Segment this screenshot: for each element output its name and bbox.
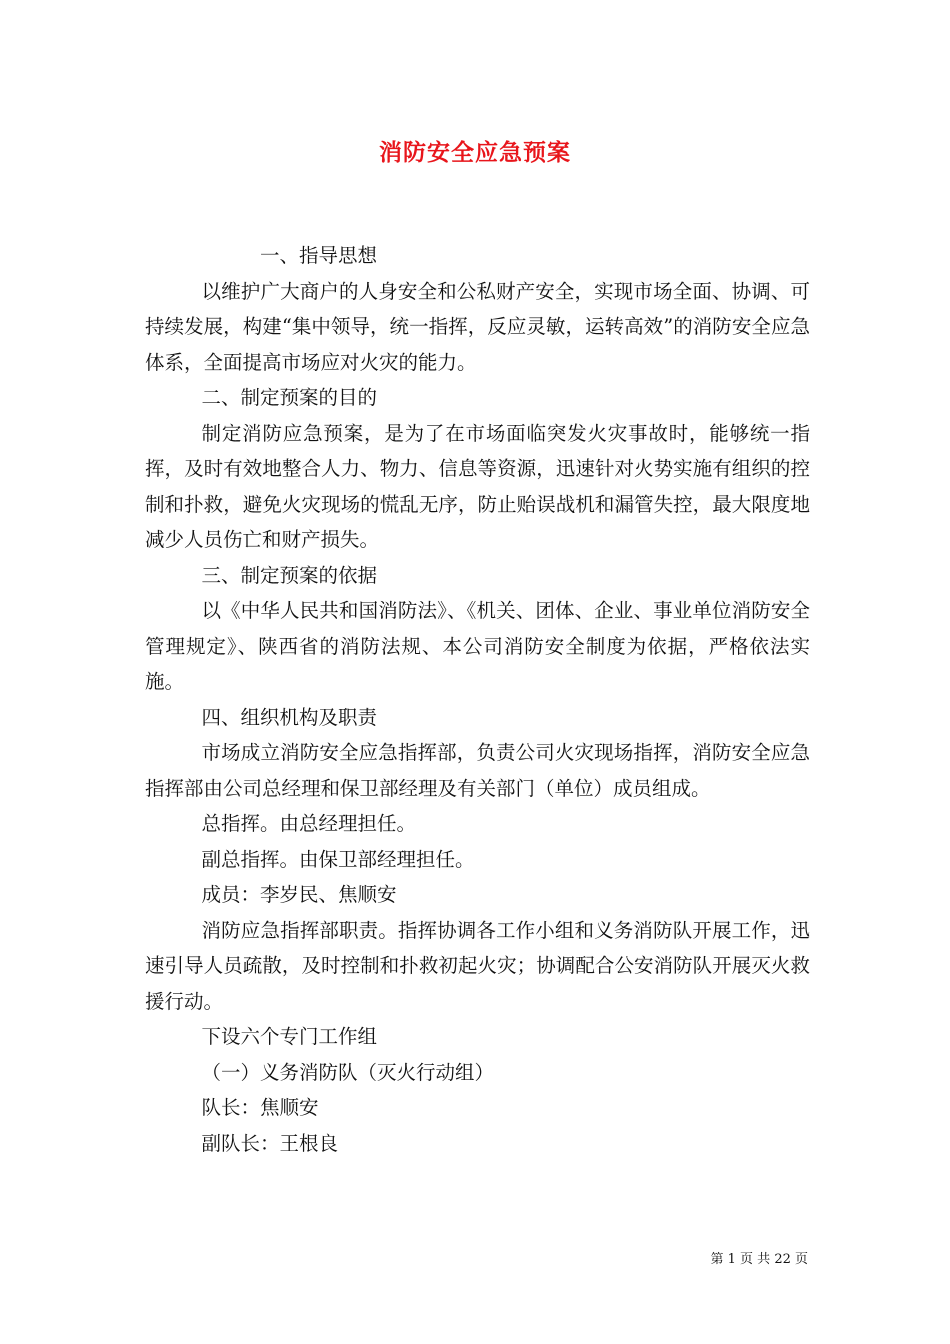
- paragraph: 以《中华人民共和国消防法》、《机关、团体、企业、事业单位消防安全管理规定》、陕西省的消防法规、本公司消防安全制度为依据，严格依法实施。: [145, 599, 810, 693]
- paragraph: 以维护广大商户的人身安全和公私财产安全，实现市场全面、协调、可持续发展，构建“集中领导，统一指挥，反应灵敏，运转高效”的消防安全应急体系，全面提高市场应对火灾的能力。: [145, 279, 810, 374]
- paragraph: 副总指挥。由保卫部经理担任。: [201, 847, 475, 871]
- paragraph: 市场成立消防安全应急指挥部，负责公司火灾现场指挥，消防安全应急指挥部由公司总经理和保卫部经理及有关部门（单位）成员组成。: [145, 741, 810, 800]
- page-number-footer: 第 1 页 共 22 页: [710, 1252, 808, 1267]
- paragraph: 下设六个专门工作组: [201, 1025, 378, 1048]
- section-heading: 三、制定预案的依据: [201, 563, 378, 587]
- section-heading: 四、组织机构及职责: [201, 705, 378, 729]
- document-title: 消防安全应急预案: [379, 139, 571, 166]
- paragraph: 消防应急指挥部职责。指挥协调各工作小组和义务消防队开展工作，迅速引导人员疏散，及时控制和扑救初起火灾；协调配合公安消防队开展灭火救援行动。: [145, 918, 810, 1013]
- paragraph: 成员：李岁民、焦顺安: [201, 883, 397, 906]
- paragraph: 制定消防应急预案，是为了在市场面临突发火灾事故时，能够统一指挥，及时有效地整合人力、物力、信息等资源，迅速针对火势实施有组织的控制和扑救，避免火灾现场的慌乱无序，防止贻误战机和漏管失控，最大限度地减少人员伤亡和财产损失。: [145, 421, 810, 551]
- document-body: [145, 238, 810, 1161]
- section-heading: 一、指导思想: [260, 244, 378, 267]
- section-heading: 二、制定预案的目的: [201, 386, 378, 409]
- subsection-heading: （一）义务消防队（灭火行动组）: [201, 1060, 495, 1084]
- paragraph: 队长：焦顺安: [201, 1096, 319, 1119]
- paragraph: 副队长：王根良: [201, 1131, 339, 1155]
- paragraph: 总指挥。由总经理担任。: [201, 812, 417, 835]
